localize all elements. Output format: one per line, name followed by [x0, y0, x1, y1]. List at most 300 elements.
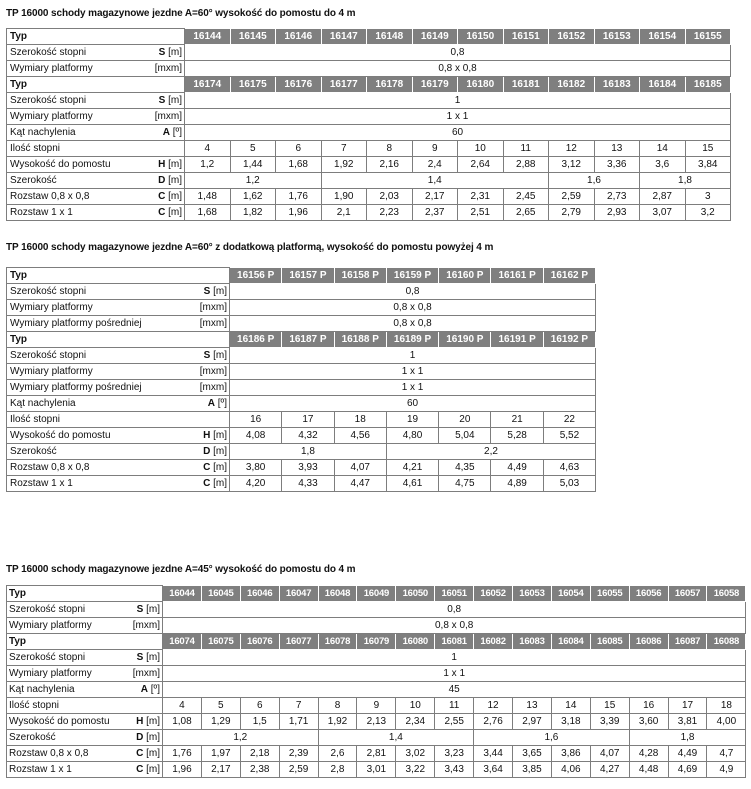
value-cell: 2,17: [201, 762, 240, 778]
value-cell: 0,8 x 0,8: [185, 61, 731, 77]
value-cell: 10: [458, 141, 504, 157]
section-title-60deg: TP 16000 schody magazynowe jezdne A=60° wysokość do pomostu do 4 m: [6, 8, 356, 19]
value-cell: 4,69: [668, 762, 707, 778]
type-code: 16045: [201, 586, 240, 602]
row-label: Wymiary platformy: [7, 61, 137, 77]
table-row: [7, 157, 731, 173]
type-code: 16184: [640, 77, 686, 93]
value-cell: 12: [474, 698, 513, 714]
value-cell: 2,23: [367, 205, 413, 221]
type-code: 16044: [163, 586, 202, 602]
value-cell: 0,8: [185, 45, 731, 61]
value-cell: 45: [163, 682, 746, 698]
value-cell: 5,52: [543, 428, 595, 444]
type-code: 16177: [321, 77, 367, 93]
row-label: Wymiary platformy: [7, 109, 137, 125]
type-header-row: [7, 332, 596, 348]
value-cell: 0,8 x 0,8: [230, 300, 596, 316]
value-cell: 2,39: [279, 746, 318, 762]
value-cell: 1,96: [163, 762, 202, 778]
row-symbol: S: [136, 604, 144, 615]
row-unit-text: [m]: [146, 716, 160, 727]
row-unit: [127, 698, 163, 714]
value-cell: 3,86: [551, 746, 590, 762]
value-cell: 1,71: [279, 714, 318, 730]
value-cell: 1,92: [318, 714, 357, 730]
row-label: Szerokość stopni: [7, 602, 127, 618]
table-row: [7, 698, 746, 714]
type-code: 16147: [321, 29, 367, 45]
row-symbol: S: [203, 350, 211, 361]
value-cell: 1,5: [240, 714, 279, 730]
row-symbol: D: [203, 446, 211, 457]
type-code: 16152: [549, 29, 595, 45]
row-unit: [127, 650, 163, 666]
value-cell: 1,4: [318, 730, 474, 746]
row-label: Ilość stopni: [7, 698, 127, 714]
type-code: 16085: [590, 634, 629, 650]
value-cell: 6: [276, 141, 322, 157]
type-code: 16156 P: [230, 268, 282, 284]
row-unit-text: [º]: [217, 398, 227, 409]
row-unit: [170, 460, 230, 476]
row-unit-text: [m]: [213, 350, 227, 361]
type-code: 16154: [640, 29, 686, 45]
value-cell: 8: [318, 698, 357, 714]
value-cell: 4,27: [590, 762, 629, 778]
row-label: Kąt nachylenia: [7, 396, 170, 412]
value-cell: 2,51: [458, 205, 504, 221]
value-cell: 7: [321, 141, 367, 157]
type-code: 16158 P: [334, 268, 386, 284]
value-cell: 3,12: [549, 157, 595, 173]
value-cell: 3,84: [685, 157, 731, 173]
value-cell: 4,00: [707, 714, 746, 730]
value-cell: 1,92: [321, 157, 367, 173]
value-cell: 20: [439, 412, 491, 428]
value-cell: 2,55: [435, 714, 474, 730]
table-row: [7, 93, 731, 109]
table-row: [7, 205, 731, 221]
value-cell: 2,76: [474, 714, 513, 730]
row-symbol: C: [158, 207, 166, 218]
table-row: [7, 730, 746, 746]
value-cell: 14: [640, 141, 686, 157]
value-cell: 2,97: [513, 714, 552, 730]
value-cell: 3,2: [685, 205, 731, 221]
type-code: 16174: [185, 77, 231, 93]
row-symbol: C: [136, 748, 144, 759]
value-cell: 4,80: [386, 428, 438, 444]
type-code: 16056: [629, 586, 668, 602]
type-code: 16083: [513, 634, 552, 650]
value-cell: 2,79: [549, 205, 595, 221]
row-unit: [137, 157, 185, 173]
row-label: Ilość stopni: [7, 412, 170, 428]
value-cell: 2,38: [240, 762, 279, 778]
value-cell: 1,08: [163, 714, 202, 730]
type-code: 16078: [318, 634, 357, 650]
row-unit: [170, 396, 230, 412]
row-unit-text: [m]: [146, 652, 160, 663]
value-cell: 1 x 1: [230, 364, 596, 380]
value-cell: 4,75: [439, 476, 491, 492]
type-code: 16185: [685, 77, 731, 93]
value-cell: 4,48: [629, 762, 668, 778]
table-row: [7, 746, 746, 762]
row-unit-text: [mxm]: [132, 668, 160, 679]
row-unit: [127, 762, 163, 778]
row-unit-text: [m]: [168, 207, 182, 218]
value-cell: 3: [685, 189, 731, 205]
row-unit: [137, 205, 185, 221]
value-cell: 1: [185, 93, 731, 109]
value-cell: 4,47: [334, 476, 386, 492]
value-cell: 1,48: [185, 189, 231, 205]
type-code: 16176: [276, 77, 322, 93]
row-symbol: H: [203, 430, 211, 441]
value-cell: 1: [230, 348, 596, 364]
type-code: 16047: [279, 586, 318, 602]
value-cell: 2,1: [321, 205, 367, 221]
type-header-row: [7, 586, 746, 602]
value-cell: 1,2: [185, 173, 322, 189]
value-cell: 2,34: [396, 714, 435, 730]
row-symbol: H: [136, 716, 144, 727]
row-unit-text: [m]: [168, 47, 182, 58]
value-cell: 4: [185, 141, 231, 157]
row-unit: [170, 364, 230, 380]
row-unit: [170, 348, 230, 364]
value-cell: 1,2: [185, 157, 231, 173]
row-unit-text: [mxm]: [199, 318, 227, 329]
row-label: Ilość stopni: [7, 141, 137, 157]
value-cell: 2,13: [357, 714, 396, 730]
row-label: Wysokość do pomostu: [7, 428, 170, 444]
value-cell: 3,85: [513, 762, 552, 778]
row-label: Szerokość: [7, 730, 127, 746]
row-unit-text: [mxm]: [199, 382, 227, 393]
value-cell: 2,03: [367, 189, 413, 205]
value-cell: 2,81: [357, 746, 396, 762]
type-header-row: [7, 268, 596, 284]
type-code: 16082: [474, 634, 513, 650]
row-label: Wymiary platformy: [7, 618, 127, 634]
row-unit: [137, 189, 185, 205]
row-unit: [170, 380, 230, 396]
value-cell: 3,02: [396, 746, 435, 762]
value-cell: 1,68: [185, 205, 231, 221]
type-code: 16150: [458, 29, 504, 45]
table-row: [7, 428, 596, 444]
value-cell: 22: [543, 412, 595, 428]
value-cell: 2,93: [594, 205, 640, 221]
type-code: 16048: [318, 586, 357, 602]
value-cell: 9: [357, 698, 396, 714]
value-cell: 2,64: [458, 157, 504, 173]
value-cell: 1,62: [230, 189, 276, 205]
value-cell: 3,93: [282, 460, 334, 476]
type-code: 16054: [551, 586, 590, 602]
row-symbol: D: [136, 732, 144, 743]
row-label: Wysokość do pomostu: [7, 714, 127, 730]
table-row: [7, 300, 596, 316]
value-cell: 4,89: [491, 476, 543, 492]
row-label: Wymiary platformy: [7, 300, 170, 316]
row-label: Szerokość stopni: [7, 93, 137, 109]
table-row: [7, 348, 596, 364]
row-label: Szerokość stopni: [7, 45, 137, 61]
type-code: 16179: [412, 77, 458, 93]
value-cell: 4,07: [334, 460, 386, 476]
value-cell: 3,36: [594, 157, 640, 173]
row-unit: [127, 666, 163, 682]
row-symbol: A: [140, 684, 148, 695]
row-symbol: S: [158, 47, 166, 58]
value-cell: 60: [185, 125, 731, 141]
row-label: Rozstaw 1 x 1: [7, 762, 127, 778]
value-cell: 4,9: [707, 762, 746, 778]
row-unit: [127, 746, 163, 762]
type-code: 16144: [185, 29, 231, 45]
row-unit-text: [º]: [150, 684, 160, 695]
table-row: [7, 666, 746, 682]
row-symbol: A: [162, 127, 170, 138]
value-cell: 3,81: [668, 714, 707, 730]
row-unit-text: [m]: [213, 446, 227, 457]
value-cell: 4,32: [282, 428, 334, 444]
row-unit: [137, 93, 185, 109]
type-code: 16161 P: [491, 268, 543, 284]
type-code: 16051: [435, 586, 474, 602]
value-cell: 3,18: [551, 714, 590, 730]
value-cell: 1,2: [163, 730, 319, 746]
value-cell: 13: [513, 698, 552, 714]
type-code: 16146: [276, 29, 322, 45]
value-cell: 1 x 1: [163, 666, 746, 682]
row-label: Typ: [7, 586, 163, 602]
row-unit: [170, 316, 230, 332]
value-cell: 5,03: [543, 476, 595, 492]
type-code: 16162 P: [543, 268, 595, 284]
table-row: [7, 396, 596, 412]
value-cell: 7: [279, 698, 318, 714]
value-cell: 2,59: [549, 189, 595, 205]
type-code: 16049: [357, 586, 396, 602]
value-cell: 3,22: [396, 762, 435, 778]
type-code: 16075: [201, 634, 240, 650]
table-row: [7, 444, 596, 460]
table-row: [7, 109, 731, 125]
row-unit: [127, 730, 163, 746]
type-code: 16080: [396, 634, 435, 650]
type-code: 16058: [707, 586, 746, 602]
value-cell: 3,80: [230, 460, 282, 476]
row-label: Wymiary platformy pośredniej: [7, 380, 170, 396]
row-label: Rozstaw 0,8 x 0,8: [7, 746, 127, 762]
row-symbol: C: [203, 478, 211, 489]
value-cell: 1,8: [640, 173, 731, 189]
row-symbol: S: [136, 652, 144, 663]
table-row: [7, 460, 596, 476]
value-cell: 4,49: [668, 746, 707, 762]
value-cell: 2,59: [279, 762, 318, 778]
row-symbol: A: [207, 398, 215, 409]
value-cell: 5,04: [439, 428, 491, 444]
row-label: Typ: [7, 29, 185, 45]
value-cell: 1,76: [276, 189, 322, 205]
value-cell: 1 x 1: [230, 380, 596, 396]
value-cell: 1,8: [230, 444, 387, 460]
row-unit-text: [º]: [172, 127, 182, 138]
type-code: 16189 P: [386, 332, 438, 348]
row-symbol: C: [136, 764, 144, 775]
value-cell: 2,65: [503, 205, 549, 221]
value-cell: 17: [282, 412, 334, 428]
value-cell: 4,7: [707, 746, 746, 762]
type-code: 16084: [551, 634, 590, 650]
row-symbol: S: [203, 286, 211, 297]
value-cell: 2,18: [240, 746, 279, 762]
value-cell: 4,49: [491, 460, 543, 476]
row-unit-text: [mxm]: [154, 111, 182, 122]
value-cell: 12: [549, 141, 595, 157]
type-code: 16160 P: [439, 268, 491, 284]
value-cell: 1 x 1: [185, 109, 731, 125]
value-cell: 14: [551, 698, 590, 714]
table-row: [7, 364, 596, 380]
value-cell: 2,16: [367, 157, 413, 173]
value-cell: 4,56: [334, 428, 386, 444]
row-unit: [170, 412, 230, 428]
type-code: 16074: [163, 634, 202, 650]
value-cell: 3,07: [640, 205, 686, 221]
row-unit: [127, 602, 163, 618]
value-cell: 2,17: [412, 189, 458, 205]
row-label: Rozstaw 1 x 1: [7, 205, 137, 221]
row-unit: [137, 173, 185, 189]
row-label: Typ: [7, 77, 185, 93]
value-cell: 10: [396, 698, 435, 714]
row-unit-text: [m]: [168, 175, 182, 186]
table-row: [7, 650, 746, 666]
value-cell: 5,28: [491, 428, 543, 444]
value-cell: 2,88: [503, 157, 549, 173]
row-unit-text: [m]: [146, 604, 160, 615]
type-code: 16086: [629, 634, 668, 650]
value-cell: 16: [230, 412, 282, 428]
row-label: Szerokość: [7, 173, 137, 189]
row-label: Typ: [7, 268, 230, 284]
row-symbol: C: [203, 462, 211, 473]
type-code: 16183: [594, 77, 640, 93]
value-cell: 15: [685, 141, 731, 157]
type-header-row: [7, 634, 746, 650]
value-cell: 2,37: [412, 205, 458, 221]
row-label: Wymiary platformy: [7, 666, 127, 682]
type-code: 16182: [549, 77, 595, 93]
row-unit-text: [m]: [213, 286, 227, 297]
table-row: [7, 125, 731, 141]
value-cell: 2,31: [458, 189, 504, 205]
type-code: 16053: [513, 586, 552, 602]
value-cell: 4,63: [543, 460, 595, 476]
row-unit-text: [mxm]: [132, 620, 160, 631]
row-unit: [137, 61, 185, 77]
row-label: Typ: [7, 332, 230, 348]
row-label: Rozstaw 0,8 x 0,8: [7, 460, 170, 476]
value-cell: 4,07: [590, 746, 629, 762]
value-cell: 2,4: [412, 157, 458, 173]
table-row: [7, 61, 731, 77]
value-cell: 11: [503, 141, 549, 157]
value-cell: 1,6: [474, 730, 630, 746]
row-unit: [137, 109, 185, 125]
value-cell: 4,33: [282, 476, 334, 492]
type-code: 16187 P: [282, 332, 334, 348]
value-cell: 16: [629, 698, 668, 714]
type-header-row: [7, 29, 731, 45]
value-cell: 2,2: [386, 444, 595, 460]
row-unit: [137, 125, 185, 141]
row-unit: [170, 300, 230, 316]
value-cell: 3,39: [590, 714, 629, 730]
value-cell: 15: [590, 698, 629, 714]
table-row: [7, 316, 596, 332]
spec-table-60deg: [6, 28, 731, 221]
type-code: 16188 P: [334, 332, 386, 348]
row-unit-text: [m]: [146, 764, 160, 775]
value-cell: 1,29: [201, 714, 240, 730]
value-cell: 1,82: [230, 205, 276, 221]
value-cell: 2,8: [318, 762, 357, 778]
row-label: Rozstaw 1 x 1: [7, 476, 170, 492]
value-cell: 1,44: [230, 157, 276, 173]
value-cell: 1: [163, 650, 746, 666]
value-cell: 4: [163, 698, 202, 714]
type-code: 16046: [240, 586, 279, 602]
value-cell: 0,8: [230, 284, 596, 300]
row-unit-text: [m]: [213, 462, 227, 473]
value-cell: 18: [707, 698, 746, 714]
table-row: [7, 618, 746, 634]
value-cell: 2,73: [594, 189, 640, 205]
section-title-45deg: TP 16000 schody magazynowe jezdne A=45° wysokość do pomostu do 4 m: [6, 564, 356, 575]
type-code: 16186 P: [230, 332, 282, 348]
table-row: [7, 476, 596, 492]
value-cell: 4,61: [386, 476, 438, 492]
value-cell: 2,87: [640, 189, 686, 205]
value-cell: 1,4: [321, 173, 549, 189]
type-header-row: [7, 77, 731, 93]
row-label: Kąt nachylenia: [7, 125, 137, 141]
type-code: 16191 P: [491, 332, 543, 348]
value-cell: 6: [240, 698, 279, 714]
row-unit-text: [mxm]: [199, 302, 227, 313]
type-code: 16178: [367, 77, 413, 93]
value-cell: 4,35: [439, 460, 491, 476]
type-code: 16077: [279, 634, 318, 650]
value-cell: 9: [412, 141, 458, 157]
row-symbol: D: [158, 175, 166, 186]
value-cell: 1,90: [321, 189, 367, 205]
row-label: Wymiary platformy: [7, 364, 170, 380]
row-unit-text: [m]: [168, 159, 182, 170]
type-code: 16057: [668, 586, 707, 602]
value-cell: 1,76: [163, 746, 202, 762]
value-cell: 4,06: [551, 762, 590, 778]
row-unit-text: [m]: [146, 732, 160, 743]
